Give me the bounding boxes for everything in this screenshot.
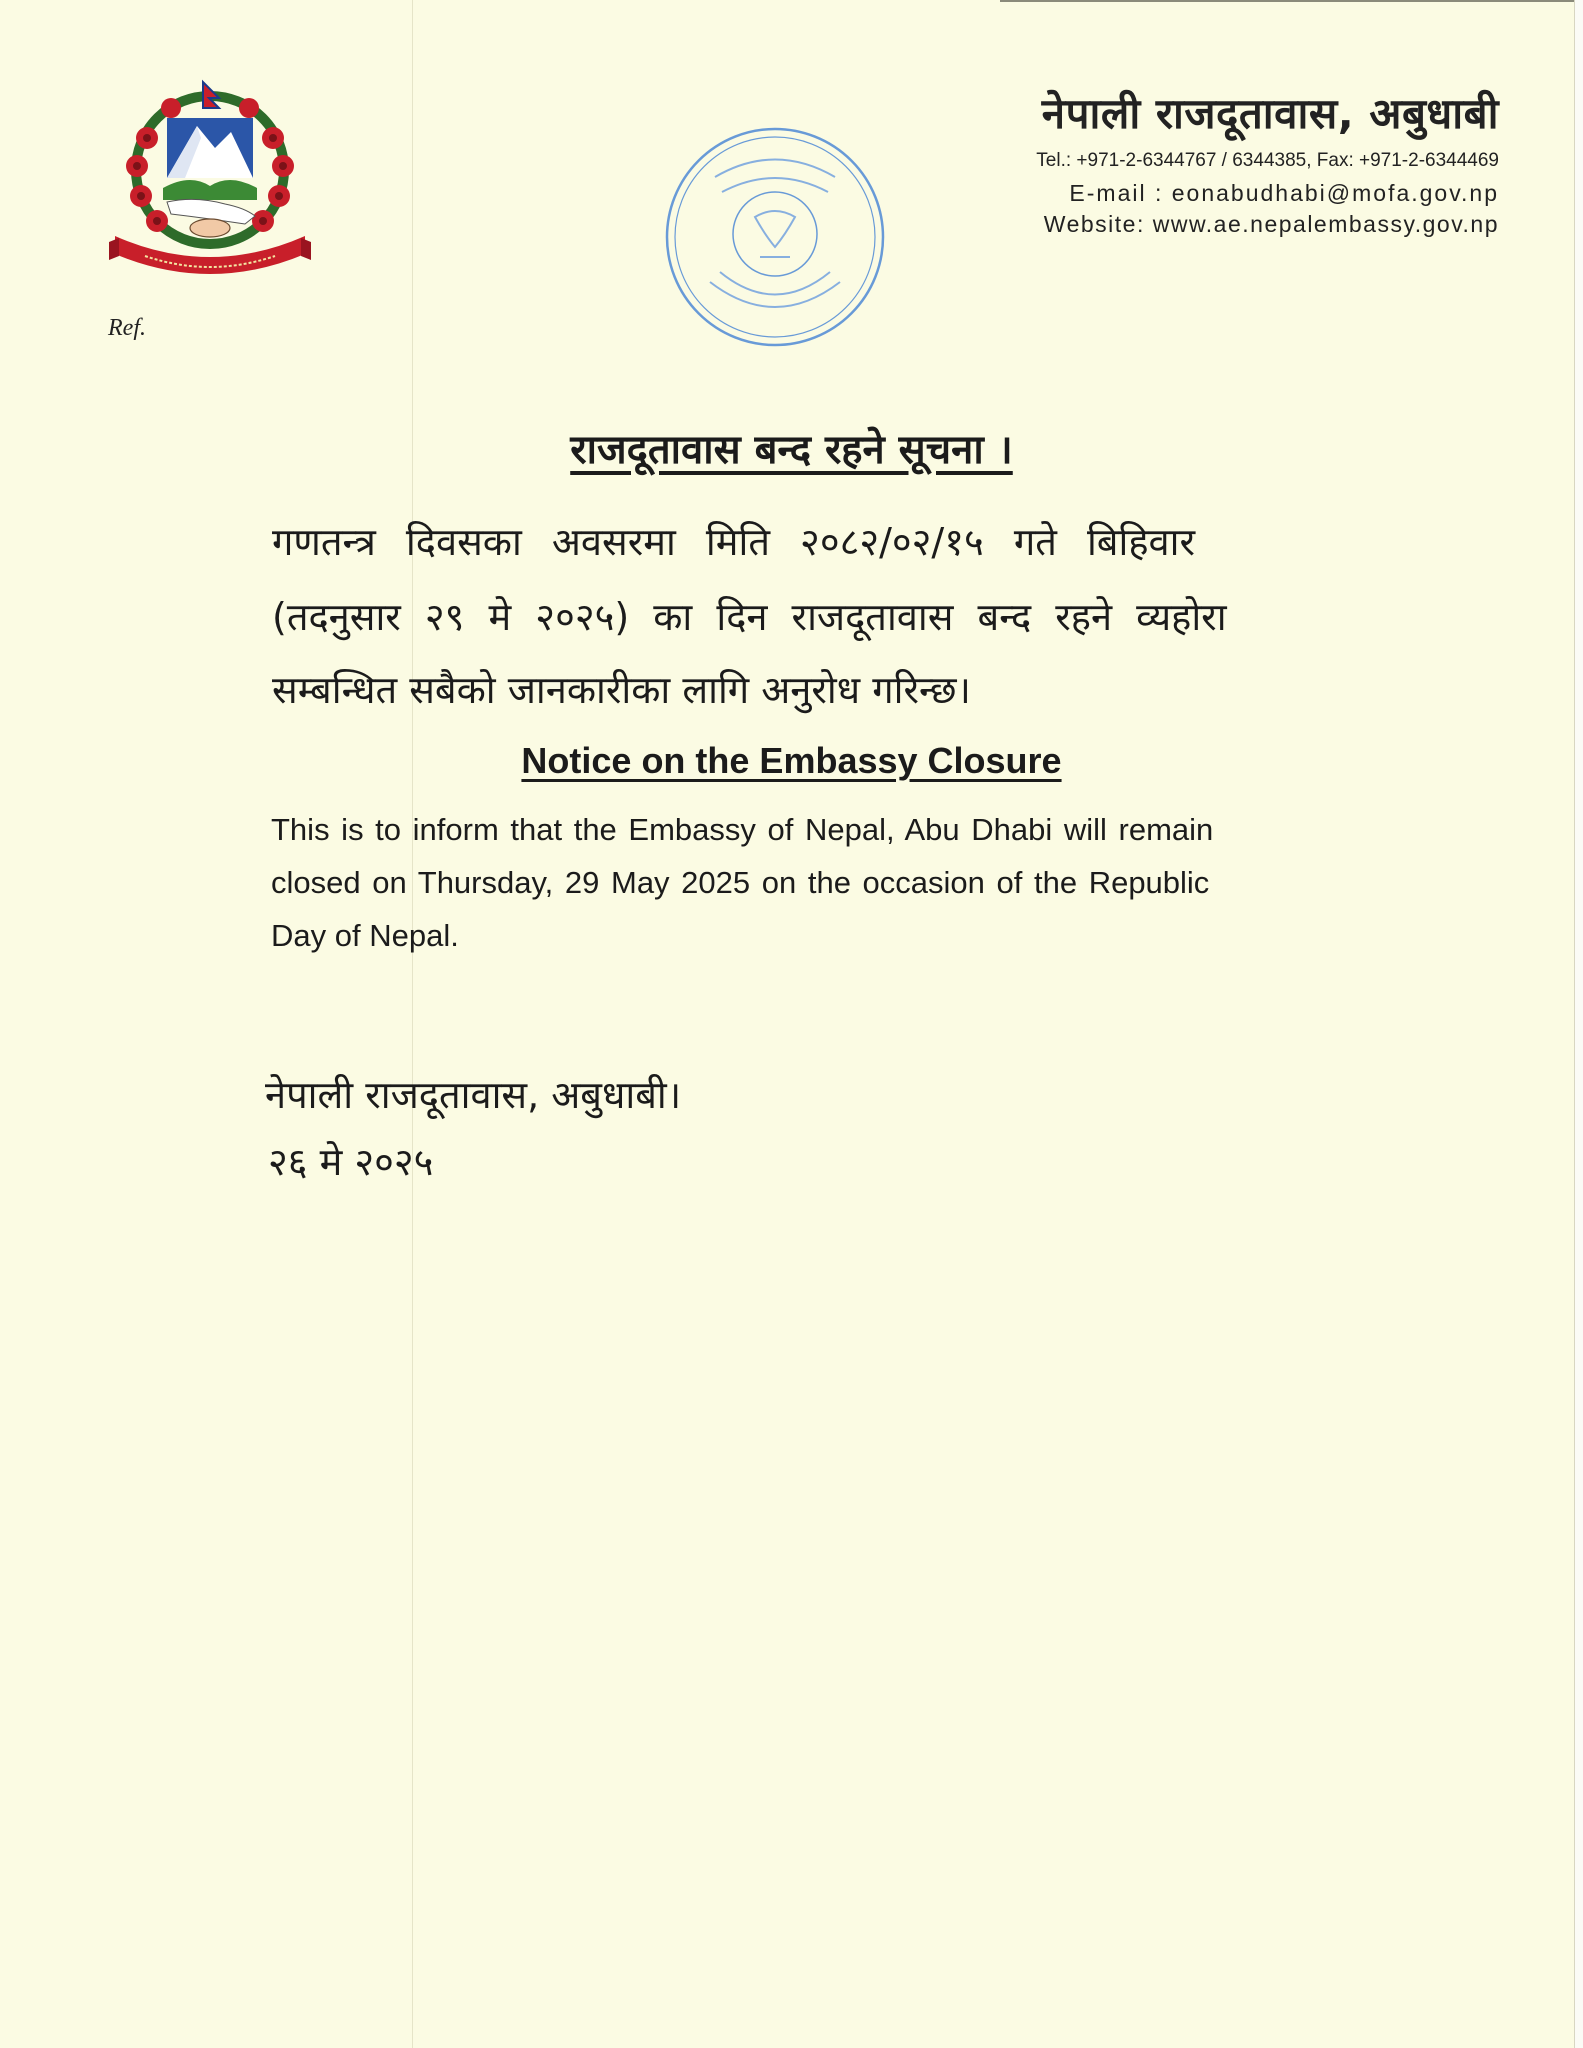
notice-nepali-line-3: सम्बन्धित सबैको जानकारीका लागि अनुरोध गरिन्छ। [272, 668, 971, 712]
letterhead-email: E-mail : eonabudhabi@mofa.gov.np [1069, 180, 1499, 206]
notice-nepali-line-1: गणतन्त्र दिवसका अवसरमा मिति २०८२/०२/१५ गते बिहिवार [272, 520, 1196, 564]
mountain-icon [167, 118, 253, 178]
flag-icon [203, 82, 219, 108]
embassy-name-letterhead: नेपाली राजदूतावास, अबुधाबी [1041, 89, 1499, 138]
nepal-coat-of-arms-icon [105, 78, 315, 288]
notice-heading-english [0, 740, 1583, 782]
notice-english-line-1: This is to inform that the Embassy of Nepal, Abu Dhabi will remain [271, 812, 1214, 847]
letterhead-tel-fax: Tel.: +971-2-6344767 / 6344385, Fax: +971-2-6344469 [1036, 150, 1499, 171]
letterhead-website: Website: www.ae.nepalembassy.gov.np [1043, 211, 1499, 237]
signatory-name: नेपाली राजदूतावास, अबुधाबी। [265, 1073, 682, 1117]
notice-nepali-line-2: (तदनुसार २९ मे २०२५) का दिन राजदूतावास बन्द रहने व्यहोरा [272, 595, 1227, 639]
notice-english-line-3: Day of Nepal. [271, 918, 459, 953]
notice-date: २६ मे २०२५ [268, 1140, 434, 1184]
hills-icon [163, 180, 257, 200]
embassy-seal-icon [660, 122, 890, 352]
paper-right-edge [1574, 0, 1583, 2048]
notice-heading-nepali-text: राजदूतावास बन्द रहने सूचना । [570, 427, 1013, 473]
ref-label: Ref. [108, 315, 146, 341]
notice-heading-english-text: Notice on the Embassy Closure [521, 740, 1062, 781]
handshake-icon [190, 219, 230, 237]
notice-english-line-2: closed on Thursday, 29 May 2025 on the occasion of the Republic [271, 865, 1210, 900]
notice-heading-nepali [0, 420, 1583, 475]
paper-top-edge [1000, 0, 1583, 2]
paper-fold-line [412, 0, 413, 2048]
